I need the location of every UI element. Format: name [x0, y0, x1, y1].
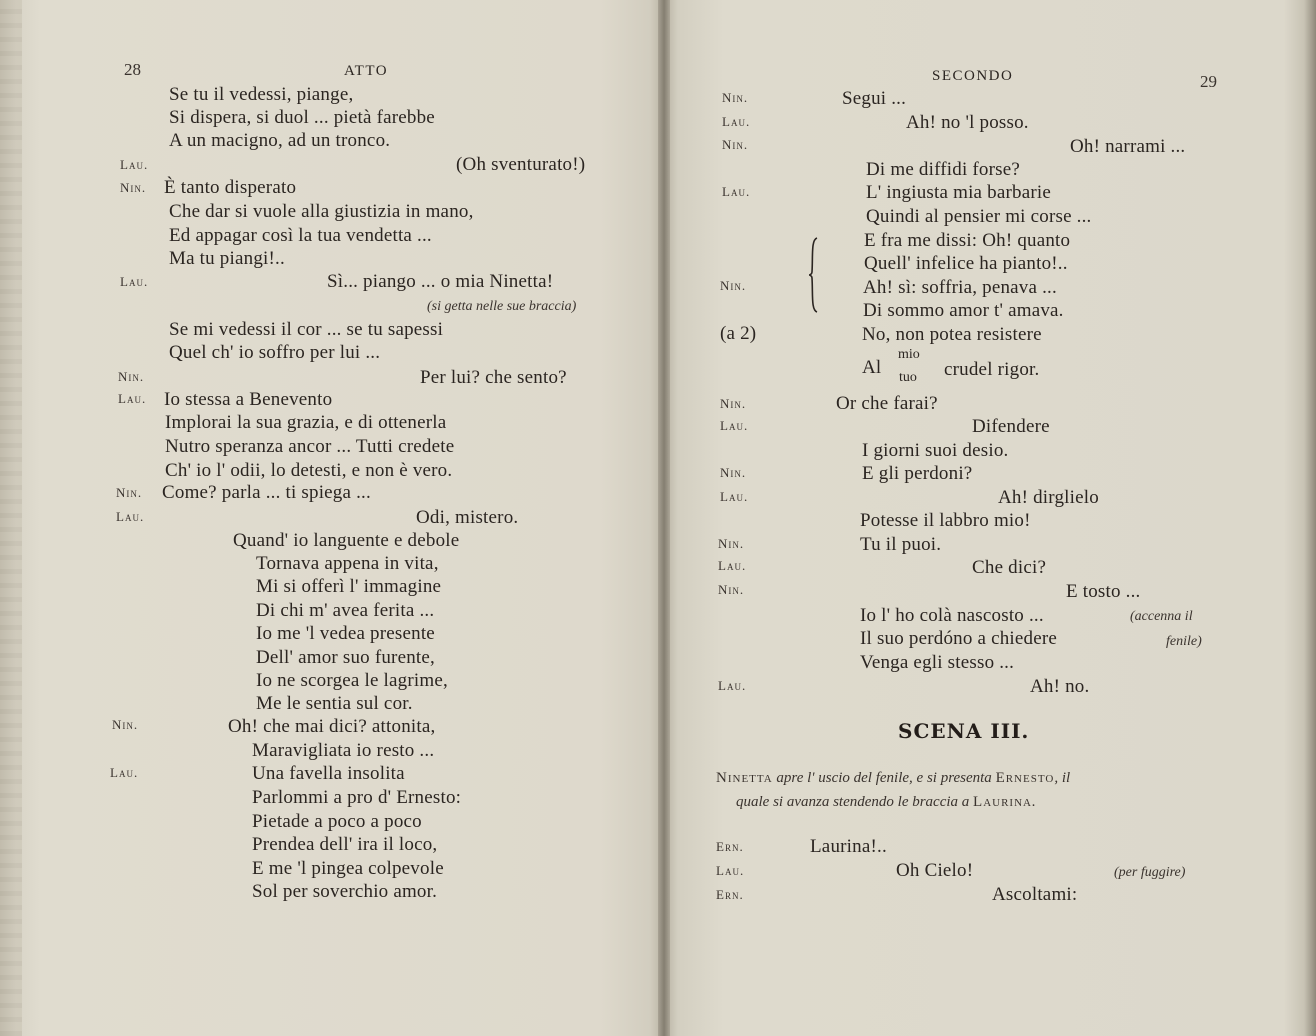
- stage-direction: (accenna il: [1130, 609, 1193, 624]
- speaker-label: Lau.: [120, 157, 149, 172]
- verse-line: È tanto disperato: [164, 177, 297, 198]
- speaker-label: Nin.: [722, 90, 749, 105]
- verse-line: Ah! sì: soffria, penava ...: [863, 277, 1057, 298]
- verse-line: Ah! dirglielo: [998, 487, 1099, 508]
- speaker-label: Lau.: [720, 418, 749, 433]
- verse-line: Segui ...: [842, 88, 907, 109]
- speaker-label: Lau.: [718, 678, 747, 693]
- verse-line: Che dar si vuole alla giustizia in mano,: [169, 201, 474, 222]
- verse-line: Di sommo amor t' amava.: [863, 300, 1064, 321]
- verse-line: Laurina!..: [810, 836, 887, 857]
- verse-line: Una favella insolita: [252, 763, 405, 784]
- verse-line: Implorai la sua grazia, e di ottenerla: [165, 412, 447, 433]
- character-name: Ernesto: [995, 770, 1055, 786]
- speaker-label: Nin.: [118, 369, 145, 384]
- speaker-label: Lau.: [718, 558, 747, 573]
- verse-line: Io me 'l vedea presente: [256, 623, 435, 644]
- speaker-label: Ern.: [716, 839, 744, 854]
- speaker-label: Lau.: [110, 765, 139, 780]
- verse-line: Dell' amor suo furente,: [256, 647, 435, 668]
- speaker-label: Lau.: [722, 114, 751, 129]
- verse-line: Oh! che mai dici? attonita,: [228, 716, 436, 737]
- verse-line: Al: [862, 357, 882, 378]
- page-number-left: 28: [124, 60, 141, 79]
- speaker-label: Lau.: [120, 274, 149, 289]
- alternative-word-top: mio: [898, 347, 920, 362]
- verse-line: Quell' infelice ha pianto!..: [864, 253, 1068, 274]
- stage-direction-block: [716, 770, 1070, 787]
- verse-line: Quindi al pensier mi corse ...: [866, 206, 1092, 227]
- speaker-label: Lau.: [716, 863, 745, 878]
- verse-line: Quand' io languente e debole: [233, 530, 460, 551]
- verse-line: Or che farai?: [836, 393, 938, 414]
- verse-line: Io ne scorgea le lagrime,: [256, 670, 448, 691]
- verse-line: Sì... piango ... o mia Ninetta!: [327, 271, 554, 292]
- speaker-label: Lau.: [116, 509, 145, 524]
- verse-line: Come? parla ... ti spiega ...: [162, 482, 371, 503]
- verse-line: Ma tu piangi!..: [169, 248, 285, 269]
- verse-line: No, non potea resistere: [862, 324, 1042, 345]
- verse-line: Maravigliata io resto ...: [252, 740, 435, 761]
- verse-line: L' ingiusta mia barbarie: [866, 182, 1051, 203]
- speaker-label: (a 2): [720, 323, 757, 344]
- verse-line: Io stessa a Benevento: [164, 389, 333, 410]
- verse-line: Ed appagar così la tua vendetta ...: [169, 225, 432, 246]
- verse-line: Nutro speranza ancor ... Tutti credete: [165, 436, 455, 457]
- verse-line: Ch' io l' odii, lo detesti, e non è vero.: [165, 460, 453, 481]
- verse-line: Se mi vedessi il cor ... se tu sapessi: [169, 319, 444, 340]
- speaker-label: Nin.: [720, 278, 747, 293]
- verse-line: E fra me dissi: Oh! quanto: [864, 230, 1071, 251]
- verse-line: E me 'l pingea colpevole: [252, 858, 444, 879]
- verse-line: Difendere: [972, 416, 1050, 437]
- verse-line: E tosto ...: [1066, 581, 1141, 602]
- stage-direction-block: [736, 794, 1036, 811]
- verse-line: Parlommi a pro d' Ernesto:: [252, 787, 462, 808]
- verse-line: Ah! no 'l posso.: [906, 112, 1029, 133]
- scene-heading: SCENA III.: [898, 719, 1030, 743]
- speaker-label: Lau.: [720, 489, 749, 504]
- verse-line: Me le sentia sul cor.: [256, 693, 413, 714]
- stage-text: apre l' uscio del fenile, e si presenta: [772, 770, 996, 786]
- verse-line: Tornava appena in vita,: [256, 553, 439, 574]
- verse-line: Che dici?: [972, 557, 1047, 578]
- running-header-right: SECONDO: [932, 68, 1014, 84]
- verse-line: Oh! narrami ...: [1070, 136, 1186, 157]
- verse-line: (Oh sventurato!): [456, 154, 586, 175]
- alternative-word-bottom: tuo: [899, 370, 917, 385]
- speaker-label: Lau.: [118, 391, 147, 406]
- verse-line: Di me diffidi forse?: [866, 159, 1021, 180]
- page-edge: [0, 0, 22, 1036]
- book-gutter: [658, 0, 670, 1036]
- verse-line: Io l' ho colà nascosto ...: [860, 605, 1044, 626]
- speaker-label: Ern.: [716, 887, 744, 902]
- bracket-icon: [808, 236, 820, 314]
- verse-line: Quel ch' io soffro per lui ...: [169, 342, 381, 363]
- verse-line: Potesse il labbro mio!: [860, 510, 1031, 531]
- speaker-label: Nin.: [718, 582, 745, 597]
- verse-line: Odi, mistero.: [416, 507, 519, 528]
- stage-direction: (si getta nelle sue braccia): [427, 299, 577, 314]
- verse-line: A un macigno, ad un tronco.: [169, 130, 391, 151]
- verse-line: Oh Cielo!: [896, 860, 974, 881]
- speaker-label: Nin.: [720, 465, 747, 480]
- speaker-label: Nin.: [720, 396, 747, 411]
- character-name: Laurina: [973, 794, 1032, 810]
- page-number-right: 29: [1200, 72, 1217, 91]
- speaker-label: Nin.: [722, 137, 749, 152]
- stage-direction: fenile): [1166, 634, 1202, 649]
- verse-line: I giorni suoi desio.: [862, 440, 1009, 461]
- speaker-label: Nin.: [120, 180, 147, 195]
- verse-line: crudel rigor.: [944, 359, 1040, 380]
- verse-line: Prendea dell' ira il loco,: [252, 834, 438, 855]
- verse-line: Mi si offerì l' immagine: [256, 576, 442, 597]
- verse-line: Di chi m' avea ferita ...: [256, 600, 435, 621]
- speaker-label: Nin.: [112, 717, 139, 732]
- stage-text: .: [1032, 794, 1036, 810]
- verse-line: Venga egli stesso ...: [860, 652, 1015, 673]
- verse-line: Se tu il vedessi, piange,: [169, 84, 354, 105]
- verse-line: Ah! no.: [1030, 676, 1090, 697]
- verse-line: Pietade a poco a poco: [252, 811, 422, 832]
- verse-line: Sol per soverchio amor.: [252, 881, 438, 902]
- verse-line: Il suo perdóno a chiedere: [860, 628, 1058, 649]
- speaker-label: Nin.: [718, 536, 745, 551]
- verse-line: Per lui? che sento?: [420, 367, 567, 388]
- running-header-left: ATTO: [344, 63, 389, 79]
- speaker-label: Lau.: [722, 184, 751, 199]
- verse-line: Ascoltami:: [992, 884, 1078, 905]
- verse-line: Tu il puoi.: [860, 534, 942, 555]
- verse-line: Si dispera, si duol ... pietà farebbe: [169, 107, 435, 128]
- verse-line: E gli perdoni?: [862, 463, 973, 484]
- stage-text: , il: [1054, 770, 1071, 786]
- speaker-label: Nin.: [116, 485, 143, 500]
- stage-direction: (per fuggire): [1114, 865, 1186, 880]
- character-name: Ninetta: [716, 770, 773, 786]
- stage-text: quale si avanza stendendo le braccia a: [736, 794, 974, 810]
